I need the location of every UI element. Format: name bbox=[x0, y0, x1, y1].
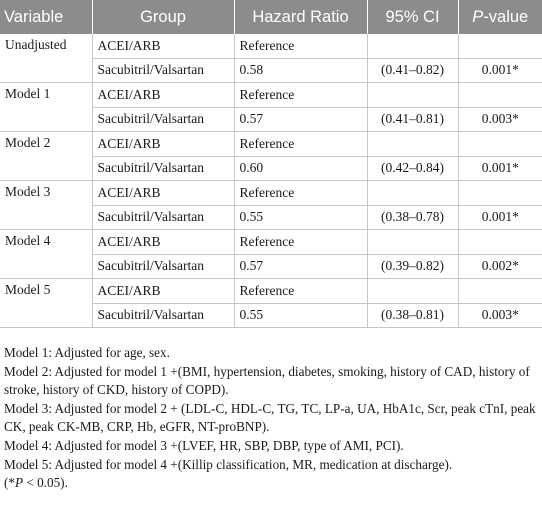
p-value-cell bbox=[458, 34, 542, 58]
table-row bbox=[0, 279, 542, 304]
hazard-ratio-cell: 0.55 bbox=[234, 205, 367, 230]
hazard-ratio-cell: Reference bbox=[234, 83, 367, 108]
group-cell: Sacubitril/Valsartan bbox=[92, 254, 234, 279]
hazard-ratio-cell: Reference bbox=[234, 279, 367, 304]
variable-cell: Unadjusted bbox=[0, 34, 92, 83]
hazard-ratio-cell: Reference bbox=[234, 230, 367, 255]
ci-cell bbox=[367, 132, 458, 157]
hazard-ratio-cell: 0.57 bbox=[234, 107, 367, 132]
hazard-ratio-cell: Reference bbox=[234, 181, 367, 206]
table-row bbox=[0, 230, 542, 255]
p-value-cell bbox=[458, 132, 542, 157]
group-cell: ACEI/ARB bbox=[92, 83, 234, 108]
ci-cell: (0.42–0.84) bbox=[367, 156, 458, 181]
ci-cell: (0.39–0.82) bbox=[367, 254, 458, 279]
significance-rest: < 0.05). bbox=[23, 475, 68, 491]
footnote-model-2: Model 2: Adjusted for model 1 +(BMI, hypertension, diabetes, smoking, history of CAD, history of stroke, history of CKD, history of COPD). bbox=[4, 363, 530, 398]
table-row bbox=[0, 83, 542, 108]
footnote-model-4: Model 4: Adjusted for model 3 +(LVEF, HR, SBP, DBP, type of AMI, PCI). bbox=[4, 437, 404, 453]
significance-p-letter: P bbox=[15, 475, 24, 491]
variable-cell: Model 1 bbox=[0, 83, 92, 132]
header-row bbox=[0, 0, 542, 34]
group-cell: ACEI/ARB bbox=[92, 132, 234, 157]
ci-cell bbox=[367, 279, 458, 304]
header-variable: Variable bbox=[0, 0, 92, 34]
ci-cell bbox=[367, 181, 458, 206]
p-value-cell bbox=[458, 181, 542, 206]
p-value-cell: 0.003* bbox=[458, 303, 542, 328]
hazard-ratio-cell: 0.58 bbox=[234, 58, 367, 83]
footnote-model-5: Model 5: Adjusted for model 4 +(Killip classification, MR, medication at discharge). bbox=[4, 456, 453, 472]
hazard-ratio-cell: Reference bbox=[234, 132, 367, 157]
table-header bbox=[0, 0, 542, 34]
p-value-cell bbox=[458, 83, 542, 108]
ci-cell bbox=[367, 83, 458, 108]
group-cell: Sacubitril/Valsartan bbox=[92, 58, 234, 83]
table-row bbox=[0, 34, 542, 58]
p-value-cell: 0.001* bbox=[458, 156, 542, 181]
ci-cell: (0.38–0.81) bbox=[367, 303, 458, 328]
ci-cell: (0.41–0.82) bbox=[367, 58, 458, 83]
header-p-value-suffix: -value bbox=[483, 7, 529, 26]
group-cell: ACEI/ARB bbox=[92, 181, 234, 206]
variable-cell: Model 2 bbox=[0, 132, 92, 181]
variable-cell: Model 3 bbox=[0, 181, 92, 230]
hazard-ratio-cell: 0.55 bbox=[234, 303, 367, 328]
group-cell: ACEI/ARB bbox=[92, 34, 234, 58]
hazard-ratio-cell: 0.57 bbox=[234, 254, 367, 279]
group-cell: Sacubitril/Valsartan bbox=[92, 156, 234, 181]
variable-cell: Model 4 bbox=[0, 230, 92, 279]
p-value-cell: 0.003* bbox=[458, 107, 542, 132]
hazard-ratio-cell: Reference bbox=[234, 34, 367, 58]
header-p-value bbox=[458, 0, 542, 34]
header-ci: 95% CI bbox=[367, 0, 458, 34]
p-value-cell: 0.001* bbox=[458, 205, 542, 230]
header-group: Group bbox=[92, 0, 234, 34]
group-cell: ACEI/ARB bbox=[92, 279, 234, 304]
header-hazard-ratio: Hazard Ratio bbox=[234, 0, 367, 34]
p-value-cell: 0.001* bbox=[458, 58, 542, 83]
table-body bbox=[0, 34, 542, 328]
ci-cell bbox=[367, 230, 458, 255]
ci-cell: (0.38–0.78) bbox=[367, 205, 458, 230]
hazard-ratio-cell: 0.60 bbox=[234, 156, 367, 181]
group-cell: ACEI/ARB bbox=[92, 230, 234, 255]
footnote-significance bbox=[4, 474, 538, 493]
p-value-cell bbox=[458, 230, 542, 255]
group-cell: Sacubitril/Valsartan bbox=[92, 107, 234, 132]
group-cell: Sacubitril/Valsartan bbox=[92, 303, 234, 328]
ci-cell bbox=[367, 34, 458, 58]
table-row bbox=[0, 132, 542, 157]
ci-cell: (0.41–0.81) bbox=[367, 107, 458, 132]
table-row bbox=[0, 181, 542, 206]
variable-cell: Model 5 bbox=[0, 279, 92, 328]
footnote-model-3: Model 3: Adjusted for model 2 + (LDL-C, HDL-C, TG, TC, LP-a, UA, HbA1c, Scr, peak cTnI, peak CK, peak CK-MB, CRP, Hb, eGFR, NT-proBNP). bbox=[4, 400, 536, 435]
significance-open: (* bbox=[4, 475, 15, 491]
footnote-model-1: Model 1: Adjusted for age, sex. bbox=[4, 345, 170, 360]
header-p-value-letter: P bbox=[472, 7, 484, 26]
p-value-cell: 0.002* bbox=[458, 254, 542, 279]
group-cell: Sacubitril/Valsartan bbox=[92, 205, 234, 230]
table-footnotes bbox=[4, 344, 538, 493]
p-value-cell bbox=[458, 279, 542, 304]
